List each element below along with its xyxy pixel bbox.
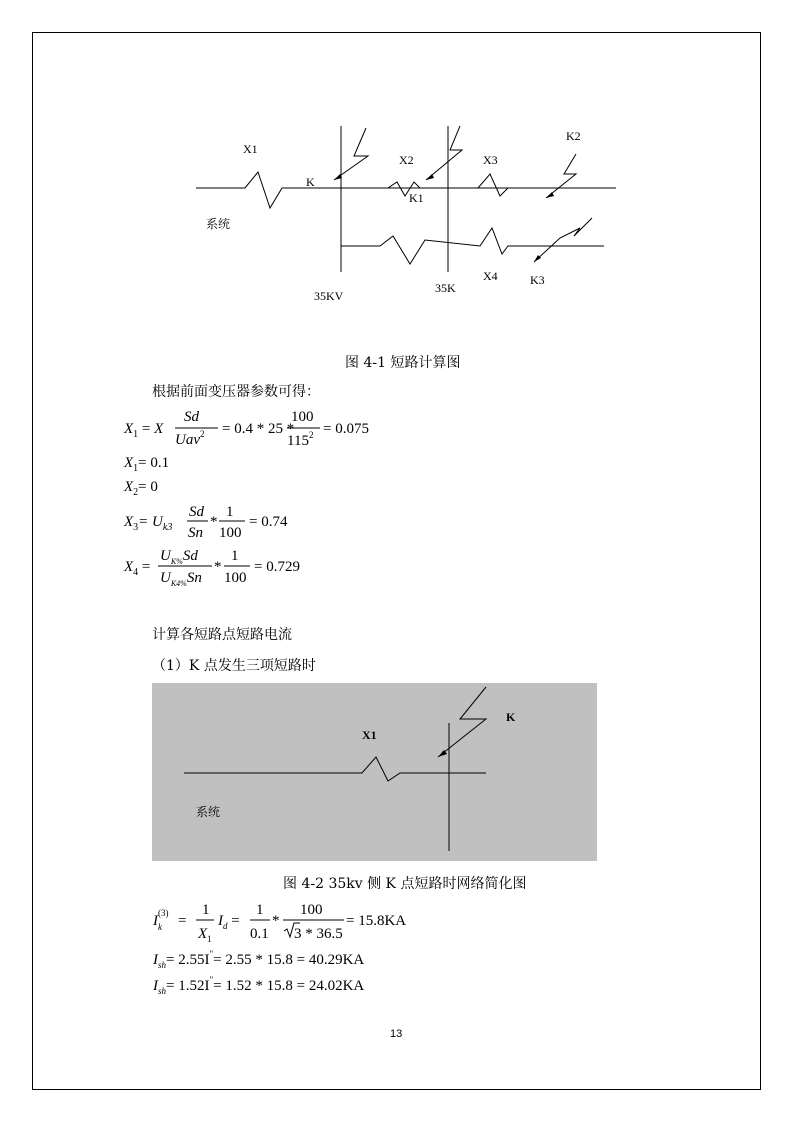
equation-x3-formula [123,504,288,541]
label-k2: K2 [566,129,581,143]
svg-text:1: 1 [226,504,234,520]
svg-text:X1 = X: $X_1 = X$ [124,421,164,440]
svg-text:Sd: Sd [184,409,199,425]
svg-text:= 0.74: = 0.74 [249,514,288,530]
k1-fault-arrow [426,126,462,180]
svg-text:X1: $X_1$ [198,926,212,944]
label-x1: X1 [243,142,258,156]
label-35k: 35K [435,281,456,295]
equation-x1-value: $X_1= 0.1$ [124,455,170,474]
svg-text:Id =: $I_d$ = [218,913,240,931]
label-k: K [506,710,516,724]
figure-2-caption: 图 4-2 35kv 侧 K 点短路时网络简化图 [283,876,527,892]
case-1-heading: （1）K 点发生三项短路时 [152,658,316,674]
equation-ish-1: $I_{sh}= 2.55I^"= 2.55 * 15.8 = 40.29KA$ [153,949,365,970]
label-k: K [306,175,315,189]
x1-reactance [196,172,616,208]
svg-text:1: 1 [231,548,239,564]
svg-text:100: 100 [219,525,242,541]
svg-text:X4 =: $X_4$ = [124,559,151,578]
svg-text:X3= Uk3: $X_3= U_{k3}$ [124,514,173,533]
svg-text:*: * [210,514,218,530]
equation-x1-formula [123,409,369,449]
label-x3: X3 [483,153,498,167]
reactance-equations [0,400,793,590]
label-35kv: 35KV [314,289,344,303]
svg-text:k: k [158,922,162,932]
svg-text:1152: $115^2$ [287,430,314,449]
svg-text:= 15.8KA: = 15.8KA [346,913,407,929]
simplified-network-diagram [152,683,597,861]
label-system: 系统 [206,217,231,231]
svg-text:*: * [214,559,222,575]
equation-ik3 [152,902,406,944]
label-k3: K3 [530,273,545,287]
svg-text:Sd: Sd [189,504,204,520]
label-system: 系统 [196,805,221,819]
label-x2: X2 [399,153,414,167]
k2-fault-arrow [546,154,576,198]
svg-text:3 * 36.5: 3 * 36.5 [294,926,343,942]
short-circuit-diagram [0,0,793,340]
label-x4: X4 [483,269,498,283]
svg-text:= 0.075: = 0.075 [323,421,369,437]
svg-text:UK4%Sn: $U_{K4\%}Sn$ [160,570,202,588]
short-circuit-current-equations [0,895,793,1005]
svg-text:UK%Sd: $U_{K\%}Sd$ [160,548,198,566]
intro-text: 根据前面变压器参数可得： [152,384,320,400]
svg-text:100: 100 [224,570,247,586]
x4-reactance [341,228,604,264]
k3-fault-arrow [534,218,592,262]
svg-text:Sn: Sn [188,525,203,541]
figure-1-caption: 图 4-1 短路计算图 [345,355,461,371]
page-number: 13 [390,1028,403,1040]
label-x1: X1 [362,728,377,742]
svg-text:= 0.729: = 0.729 [254,559,300,575]
svg-text:1: 1 [202,902,210,918]
equation-x4-formula [123,548,300,588]
svg-text:Uav2: Uav$^2$ [175,429,205,448]
k-fault-arrow [334,128,368,180]
svg-text:1: 1 [256,902,264,918]
svg-text:0.1: 0.1 [250,926,269,942]
svg-text:=: = [178,913,187,929]
label-k1: K1 [409,191,424,205]
svg-text:I(3): $I^{(3)}$ [153,908,169,929]
equation-x2-value: $X_2= 0$ [124,479,158,498]
svg-text:100: 100 [300,902,323,918]
x3-reactance [478,174,508,196]
section-title: 计算各短路点短路电流 [152,627,292,643]
equation-ish-2: $I_{sh}= 1.52I^"= 1.52 * 15.8 = 24.02KA$ [153,975,365,996]
svg-text:100: 100 [291,409,314,425]
svg-text:*: * [272,913,280,929]
svg-text:= 0.4 * 25 *: = 0.4 * 25 * [222,421,295,437]
